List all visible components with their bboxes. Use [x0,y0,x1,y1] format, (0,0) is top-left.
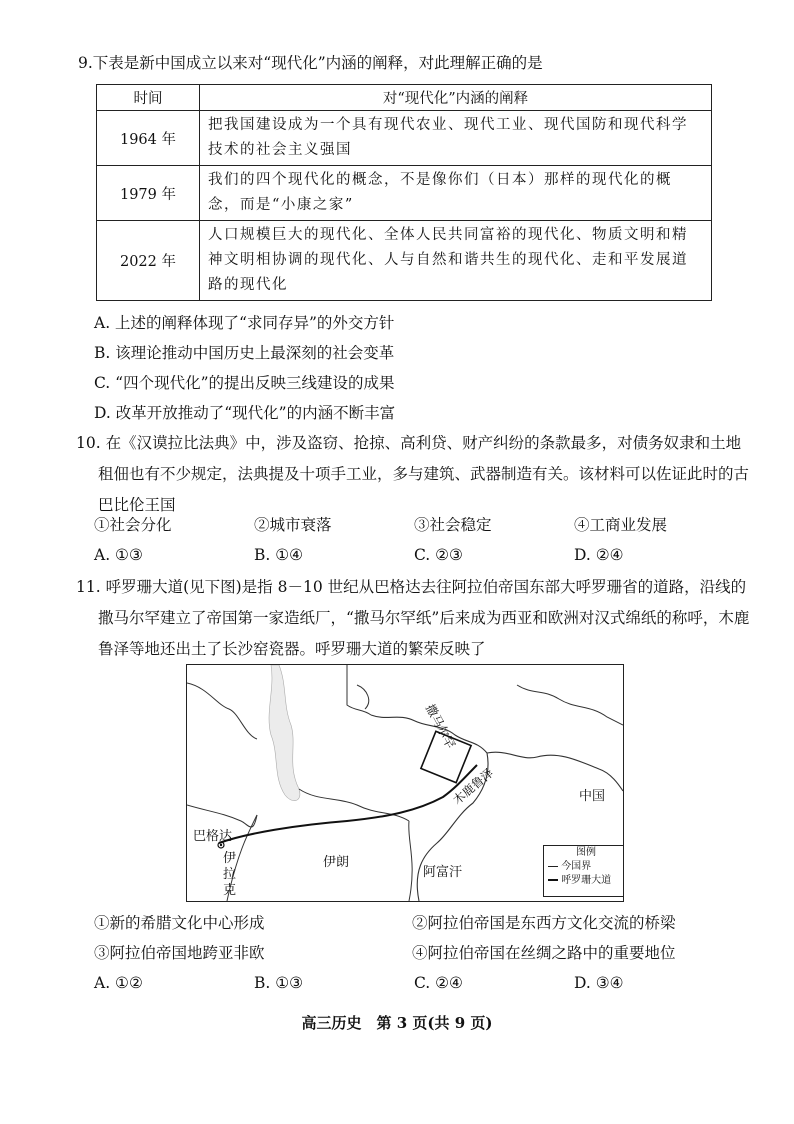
q10-item-3: ③社会稳定 [414,516,492,534]
q10-option-d[interactable]: D. ②④ [574,546,624,564]
q9-option-b[interactable]: B. 该理论推动中国历史上最深刻的社会变革 [94,344,395,362]
question-11-stem: 11. 呼罗珊大道(见下图)是指 8－10 世纪从巴格达去往阿拉伯帝国东部大呼罗珊省的道路，沿线的撒马尔罕建立了帝国第一家造纸厂，“撒马尔罕纸”后来成为西亚和欧洲对汉式绵纸的称呼，木鹿鲁泽等地还出土了长沙窑瓷器。呼罗珊大道的繁荣反映了 [76,578,750,658]
map-label-china: 中国 [579,789,606,804]
table-header-explanation: 对“现代化”内涵的阐释 [200,85,712,111]
map-legend [543,845,624,897]
map-label-afghanistan: 阿富汗 [423,865,463,880]
q10-option-a[interactable]: A. ①③ [94,546,143,564]
q11-item-2: ②阿拉伯帝国是东西方文化交流的桥梁 [412,914,676,932]
q11-option-b[interactable]: B. ①③ [254,974,304,992]
table-cell-text: 把我国建设成为一个具有现代农业、现代工业、现代国防和现代科学技术的社会主义强国 [200,111,712,166]
q10-items [94,510,734,540]
q11-option-a[interactable]: A. ①② [94,974,143,992]
question-11 [76,572,754,665]
q11-item-3: ③阿拉伯帝国地跨亚非欧 [94,944,265,962]
question-10-stem: 10. 在《汉谟拉比法典》中，涉及盗窃、抢掠、高利贷、财产纠纷的条款最多，对债务奴隶和土地租佃也有不少规定，法典提及十项手工业，多与建筑、武器制造有关。该材料可以佐证此时的古巴比伦王国 [76,434,750,514]
legend-item-border [548,860,624,874]
map-label-baghdad: 巴格达 [193,829,233,844]
page-footer: 高三历史 第 3 页(共 9 页) [301,1014,493,1032]
legend-item-road [548,874,624,888]
q10-item-4: ④工商业发展 [574,516,668,534]
q10-option-c[interactable]: C. ②③ [414,546,463,564]
table-cell-year: 2022 年 [97,221,200,301]
q10-option-b[interactable]: B. ①④ [254,546,304,564]
q9-option-d[interactable]: D. 改革开放推动了“现代化”的内涵不断丰富 [94,404,396,422]
q9-option-a[interactable]: A. 上述的阐释体现了“求同存异”的外交方针 [94,314,395,332]
table-cell-year: 1979 年 [97,166,200,221]
question-9 [78,48,754,79]
q11-option-d[interactable]: D. ③④ [574,974,624,992]
q11-options [94,968,734,998]
q10-item-2: ②城市衰落 [254,516,332,534]
legend-item-road-label: 呼罗珊大道 [561,875,612,886]
q11-item-4: ④阿拉伯帝国在丝绸之路中的重要地位 [412,944,676,962]
modernization-table [96,84,712,301]
question-9-stem: 9.下表是新中国成立以来对“现代化”内涵的阐释，对此理解正确的是 [78,54,543,72]
table-header-row [97,85,712,111]
table-cell-text: 我们的四个现代化的概念，不是像你们（日本）那样的现代化的概念，而是“小康之家” [200,166,712,221]
question-10 [76,428,754,521]
q10-options [94,540,734,570]
table-row [97,166,712,221]
legend-title: 图例 [576,847,596,858]
map-label-iraq: 伊拉克 [223,851,237,898]
map-label-samarkand: 撒马尔罕 [422,701,458,751]
table-cell-year: 1964 年 [97,111,200,166]
khorasan-road-map [186,664,624,902]
table-row [97,221,712,301]
q11-items-row2 [94,938,734,968]
q10-item-1: ①社会分化 [94,516,172,534]
table-header-time: 时间 [97,85,200,111]
q11-items-row1 [94,908,734,938]
q9-option-c[interactable]: C. “四个现代化”的提出反映三线建设的成果 [94,374,395,392]
q11-item-1: ①新的希腊文化中心形成 [94,914,265,932]
table-cell-text: 人口规模巨大的现代化、全体人民共同富裕的现代化、物质文明和精神文明相协调的现代化、人与自然和谐共生的现代化、走和平发展道路的现代化 [200,221,712,301]
legend-item-border-label: 今国界 [561,861,592,872]
q11-option-c[interactable]: C. ②④ [414,974,463,992]
map-label-iran: 伊朗 [323,855,350,870]
table-row [97,111,712,166]
map-label-merv: 木鹿鲁泽 [450,765,497,808]
